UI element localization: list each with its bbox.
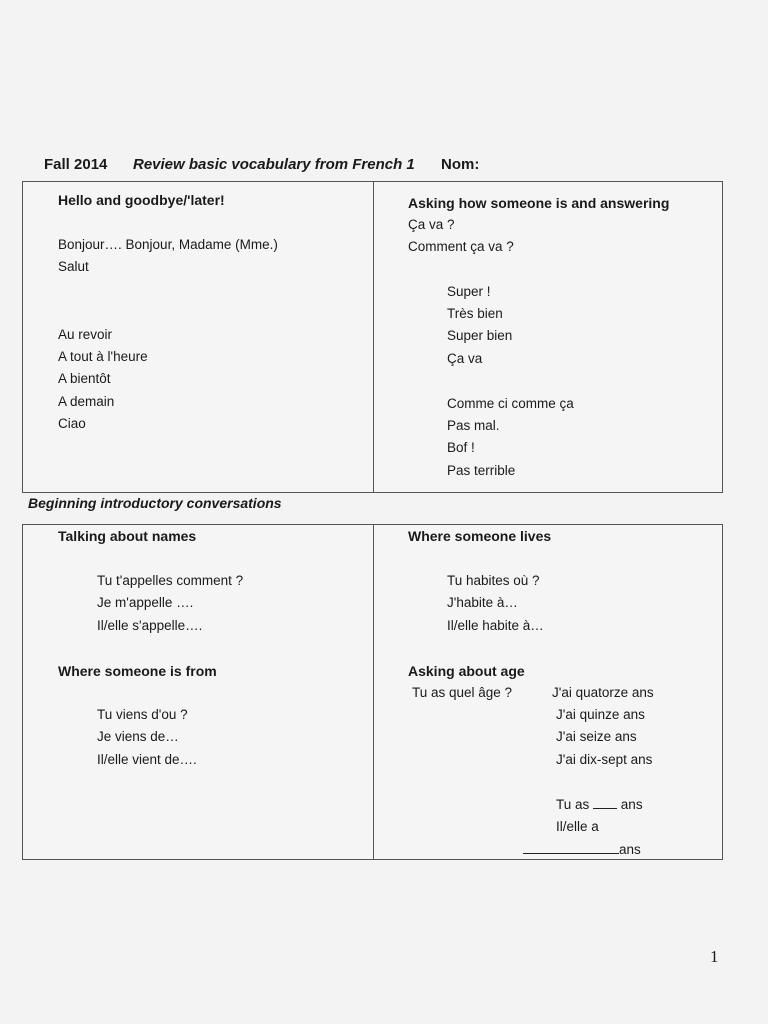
greetings-heading: Hello and goodbye/'later! — [58, 192, 225, 208]
age-answer: J'ai quinze ans — [556, 707, 645, 722]
answer-line: Super ! — [447, 284, 491, 299]
age-blank[interactable] — [593, 808, 617, 809]
names-line: Tu t'appelles comment ? — [97, 573, 244, 588]
term-label: Fall 2014 — [44, 156, 108, 173]
lives-line: J'habite à… — [447, 595, 518, 610]
age-question: Tu as quel âge ? — [412, 685, 513, 700]
age-answer: J'ai dix-sept ans — [556, 752, 653, 767]
answer-line: Ça va — [447, 351, 483, 366]
names-line: Je m'appelle …. — [97, 595, 194, 610]
fill-prefix: Tu as — [556, 797, 590, 812]
answer-line: Très bien — [447, 306, 503, 321]
fill-suffix: ans — [620, 797, 643, 812]
question-line: Ça va ? — [408, 217, 455, 232]
name-label: Nom: — [441, 156, 480, 173]
answer-line: Pas mal. — [447, 418, 500, 433]
from-line: Je viens de… — [97, 729, 179, 744]
greeting-line: Salut — [58, 259, 89, 274]
names-line: Il/elle s'appelle…. — [97, 618, 203, 633]
column-divider — [373, 182, 374, 492]
question-line: Comment ça va ? — [408, 239, 514, 254]
farewell-line: Au revoir — [58, 327, 113, 342]
lives-line: Il/elle habite à… — [447, 618, 544, 633]
age-fill-line-1 — [556, 797, 643, 812]
answer-line: Pas terrible — [447, 463, 516, 478]
age-blank[interactable] — [523, 853, 619, 854]
age-answer: J'ai quatorze ans — [552, 685, 654, 700]
greeting-line: Bonjour…. Bonjour, Madame (Mme.) — [58, 237, 278, 252]
page-number: 1 — [710, 947, 719, 966]
greetings-box — [22, 181, 723, 493]
conversations-box — [22, 524, 723, 860]
farewell-line: Ciao — [58, 416, 86, 431]
lives-line: Tu habites où ? — [447, 573, 540, 588]
answer-line: Super bien — [447, 328, 513, 343]
column-divider — [373, 525, 374, 859]
age-fill-line-2: Il/elle a — [556, 819, 599, 834]
names-heading: Talking about names — [58, 528, 197, 544]
from-heading: Where someone is from — [58, 663, 217, 679]
section-title: Beginning introductory conversations — [28, 495, 282, 511]
age-heading: Asking about age — [408, 663, 525, 679]
from-line: Tu viens d'ou ? — [97, 707, 188, 722]
fill-suffix: ans — [619, 842, 641, 857]
from-line: Il/elle vient de…. — [97, 752, 197, 767]
farewell-line: A tout à l'heure — [58, 349, 148, 364]
answer-line: Bof ! — [447, 440, 475, 455]
asking-heading: Asking how someone is and answering — [408, 195, 670, 211]
age-fill-line-3 — [523, 842, 641, 857]
lives-heading: Where someone lives — [408, 528, 552, 544]
farewell-line: A demain — [58, 394, 115, 409]
farewell-line: A bientôt — [58, 371, 111, 386]
worksheet-title: Review basic vocabulary from French 1 — [133, 156, 415, 173]
age-answer: J'ai seize ans — [556, 729, 637, 744]
answer-line: Comme ci comme ça — [447, 396, 574, 411]
